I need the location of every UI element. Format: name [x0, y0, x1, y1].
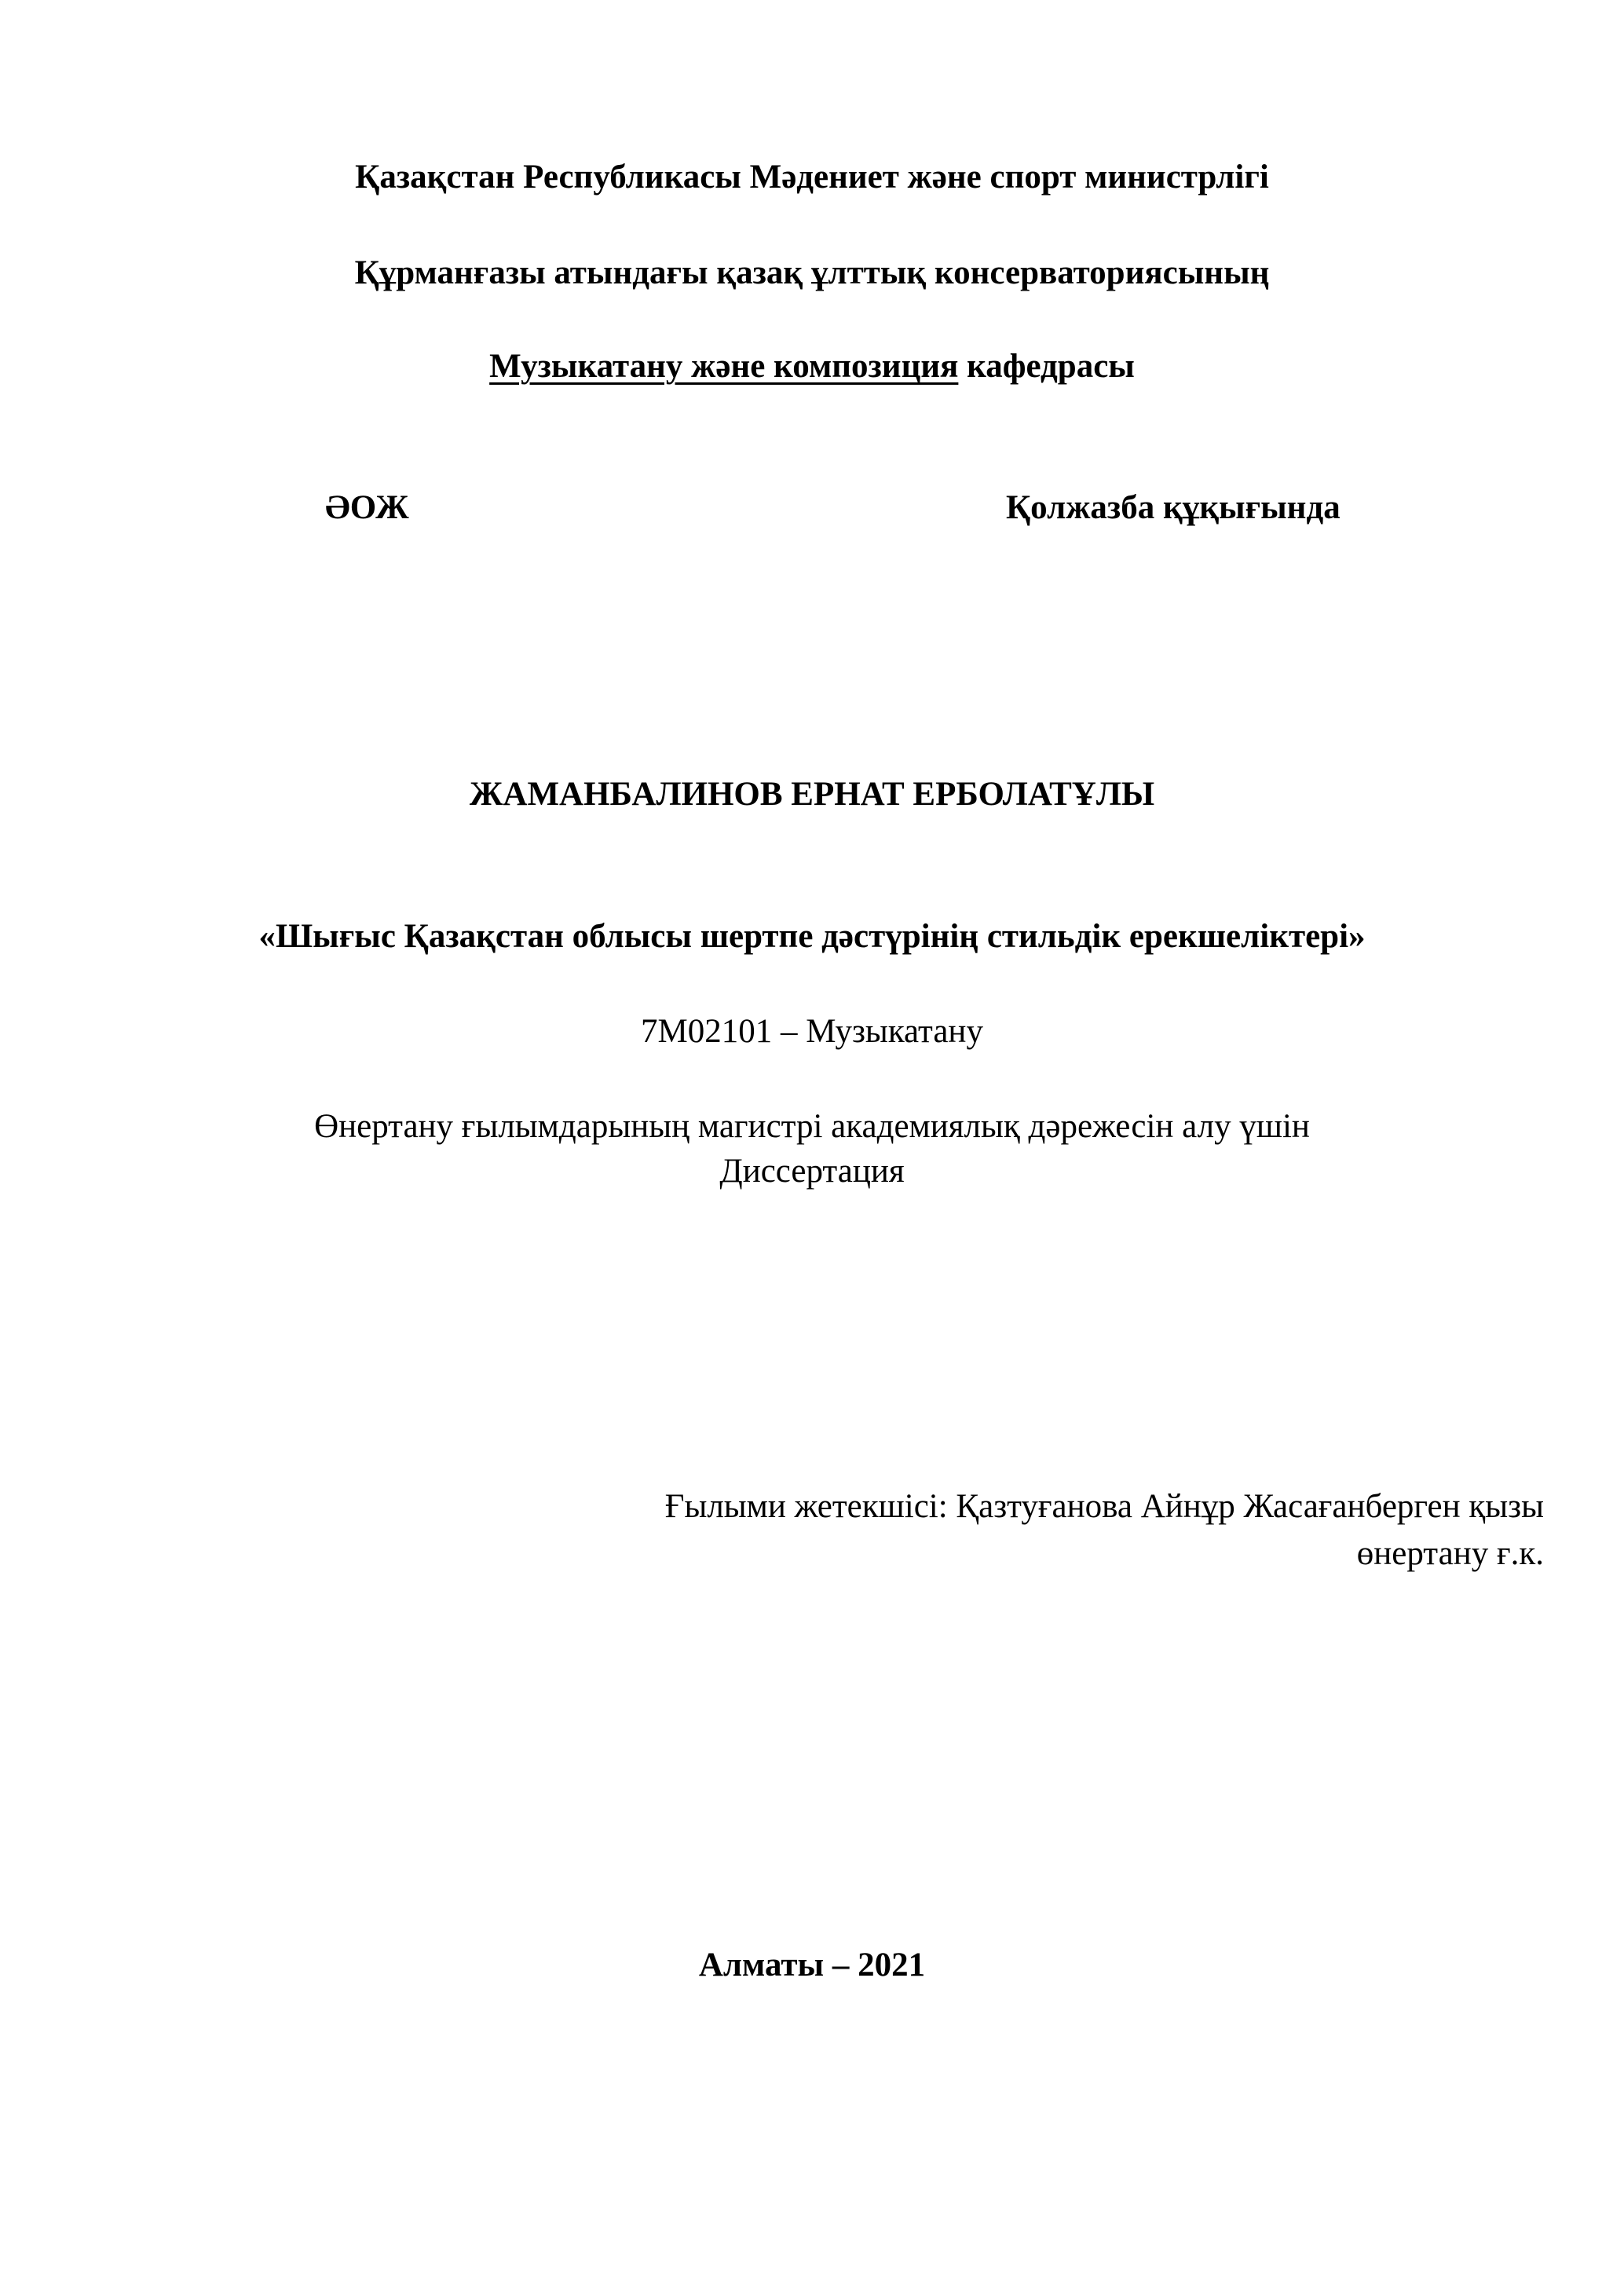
- department-suffix: кафедрасы: [958, 348, 1135, 385]
- conservatory-heading: Құрманғазы атындағы қазақ ұлттық консерваториясының: [354, 254, 1270, 291]
- program-code: 7M02101 – Музыкатану: [641, 1013, 983, 1050]
- department-name: Музыкатану және композиция: [489, 348, 959, 385]
- udc-label: ӘОЖ: [325, 489, 409, 526]
- thesis-title: «Шығыс Қазақстан облысы шертпе дәстүрінің стильдік ерекшеліктері»: [258, 918, 1366, 955]
- city-year: Алматы – 2021: [698, 1947, 926, 1983]
- document-type: Диссертация: [719, 1153, 905, 1190]
- supervisor-degree: өнертану ғ.к.: [1356, 1535, 1544, 1572]
- author-name: ЖАМАНБАЛИНОВ ЕРНАТ ЕРБОЛАТҰЛЫ: [469, 776, 1155, 813]
- manuscript-rights-label: Қолжазба құқығында: [1006, 489, 1341, 526]
- degree-line: Өнертану ғылымдарының магистрі академиялық дәрежесін алу үшін: [314, 1108, 1310, 1145]
- supervisor-line: Ғылыми жетекшісі: Қазтуғанова Айнұр Жасағанберген қызы: [664, 1488, 1544, 1525]
- ministry-heading: Қазақстан Республикасы Мәдениет және спорт министрлігі: [355, 159, 1269, 196]
- department-heading: [0, 346, 1624, 387]
